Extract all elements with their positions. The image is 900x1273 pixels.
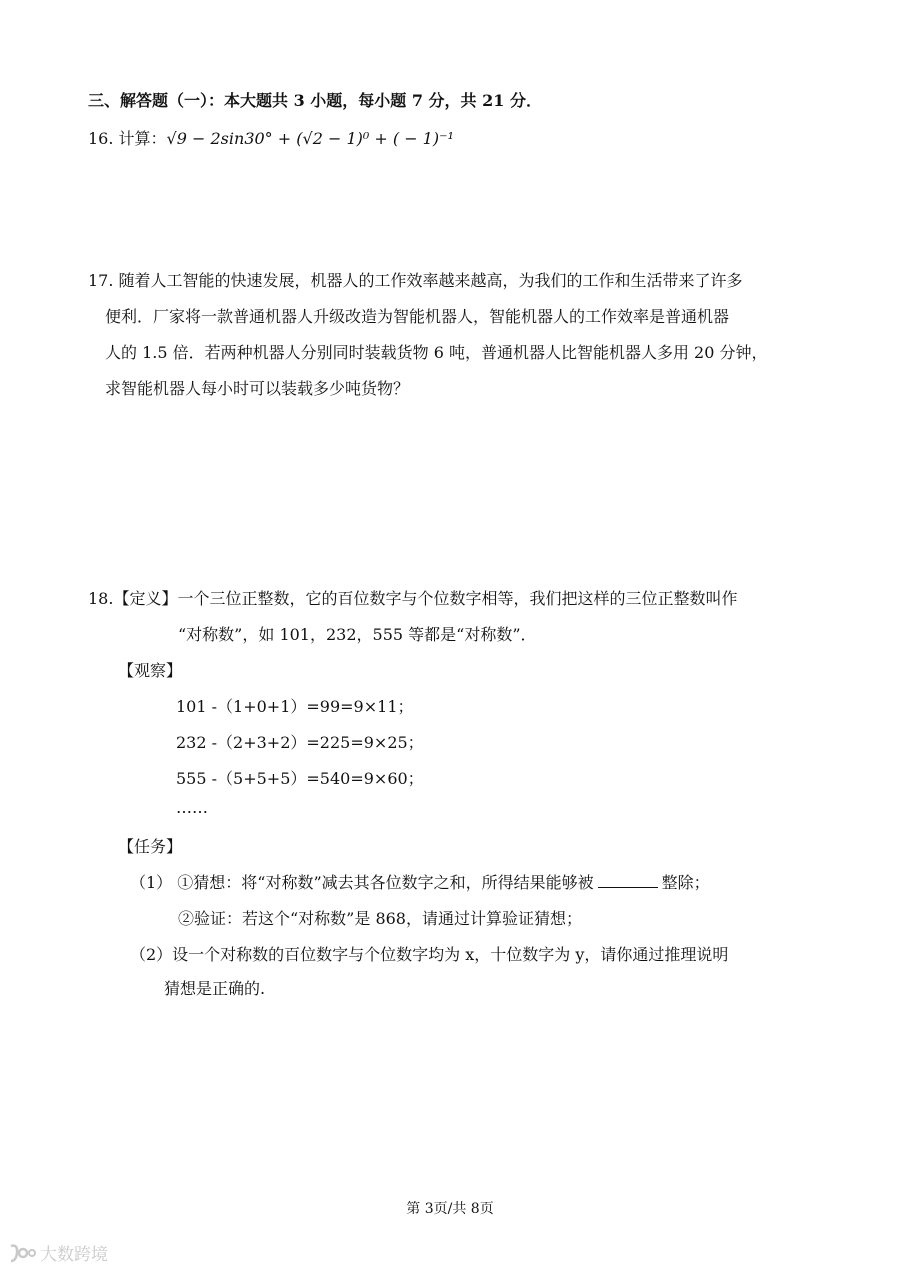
page-number: 第 3页/共 8页 — [406, 1201, 494, 1217]
task-2-line-1: （2）设一个对称数的百位数字与个位数字均为 x，十位数字为 y，请你通过推理说明 — [130, 945, 729, 964]
question-16-expression: √9 − 2sin30° + (√2 − 1)⁰ + ( − 1)⁻¹ — [166, 129, 454, 148]
observe-ellipsis: …… — [176, 798, 208, 817]
answer-blank[interactable] — [598, 873, 658, 888]
observe-heading: 【观察】 — [118, 661, 183, 680]
watermark — [8, 1240, 108, 1265]
question-17-line-3: 人的 1.5 倍．若两种机器人分别同时装载货物 6 吨，普通机器人比智能机器人多用 20 分钟， — [105, 343, 768, 362]
question-17-line-4: 求智能机器人每小时可以装载多少吨货物？ — [105, 379, 410, 398]
observe-line-3: 555 -（5+5+5）=540=9×60； — [176, 769, 424, 788]
task-1-suffix: 整除； — [661, 873, 710, 892]
task-1-text: （1） ①猜想：将“对称数”减去其各位数字之和，所得结果能够被 — [130, 873, 594, 892]
question-18-definition: 18.【定义】一个三位正整数，它的百位数字与个位数字相等，我们把这样的三位正整数叫作 — [88, 589, 738, 608]
watermark-logo-icon — [8, 1242, 36, 1264]
question-18-definition-cont: “对称数”，如 101，232，555 等都是“对称数”． — [178, 625, 537, 644]
task-1 — [130, 870, 710, 893]
question-16 — [88, 126, 454, 149]
question-17-line-1: 17. 随着人工智能的快速发展，机器人的工作效率越来越高，为我们的工作和生活带来了许多 — [88, 271, 743, 290]
observe-line-1: 101 -（1+0+1）=99=9×11； — [176, 697, 414, 716]
question-17-line-2: 便利．厂家将一款普通机器人升级改造为智能机器人，智能机器人的工作效率是普通机器 — [105, 307, 730, 326]
observe-line-2: 232 -（2+3+2）=225=9×25； — [176, 733, 424, 752]
task-1-verify: ②验证：若这个“对称数”是 868，请通过计算验证猜想； — [178, 909, 582, 928]
task-2-line-2: 猜想是正确的. — [164, 979, 266, 998]
task-heading: 【任务】 — [118, 837, 183, 856]
section-title: 三、解答题（一）：本大题共 3 小题，每小题 7 分，共 21 分． — [88, 91, 542, 110]
watermark-text: 大数跨境 — [40, 1245, 108, 1265]
question-16-label: 16. 计算： — [88, 129, 167, 148]
